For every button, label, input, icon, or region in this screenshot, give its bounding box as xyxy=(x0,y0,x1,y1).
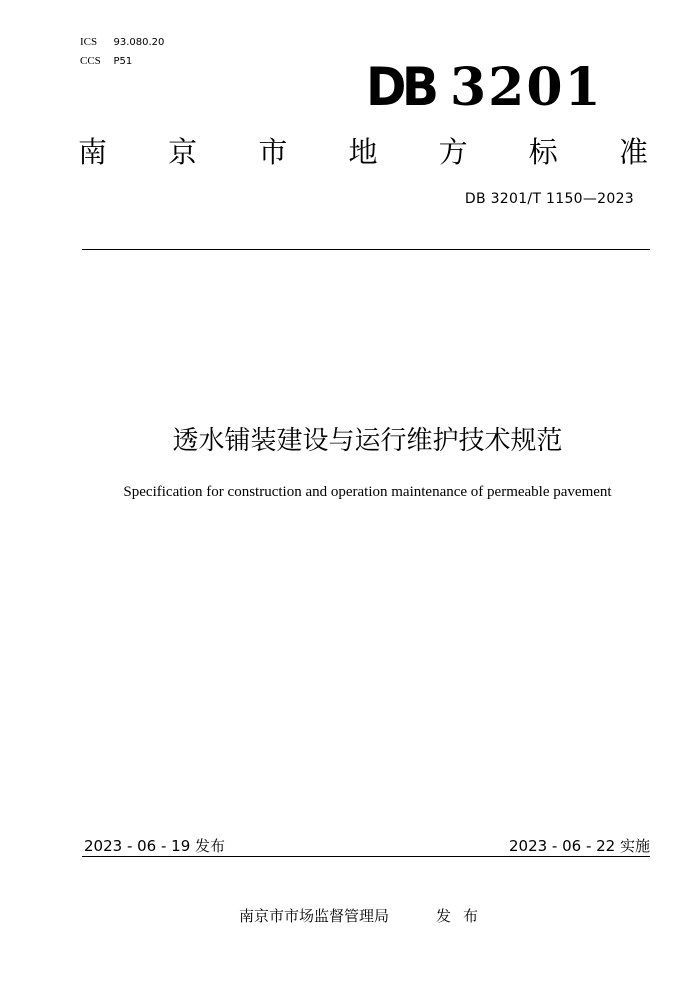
standard-type-char: 方 xyxy=(438,135,468,169)
ics-code: 93.080.20 xyxy=(113,37,165,48)
ccs-row xyxy=(80,52,164,71)
standard-type-char: 标 xyxy=(528,135,558,169)
classification-codes xyxy=(80,33,164,71)
ics-label: ICS xyxy=(80,36,98,48)
release-date: 2023 - 06 - 19 发布 xyxy=(84,837,226,855)
ics-row xyxy=(80,33,164,52)
standard-type-char: 南 xyxy=(78,135,108,169)
document-title-chinese: 透水铺装建设与运行维护技术规范 xyxy=(172,426,563,456)
standard-type-char: 京 xyxy=(168,135,198,169)
logo-prefix: DB xyxy=(366,57,435,118)
document-number: DB 3201/T 1150—2023 xyxy=(464,191,634,207)
issuing-authority: 南京市市场监督管理局 xyxy=(239,907,390,925)
bottom-divider xyxy=(82,856,650,857)
logo-number: 3201 xyxy=(450,57,603,118)
implementation-date: 2023 - 06 - 22 实施 xyxy=(508,837,650,855)
standard-type-char: 地 xyxy=(348,135,378,169)
issue-label: 发布 xyxy=(436,907,491,925)
document-title-english: Specification for construction and operation maintenance of permeable pavement xyxy=(123,484,612,500)
ccs-code: P51 xyxy=(113,56,133,67)
standard-type-char: 市 xyxy=(258,135,288,169)
top-divider xyxy=(82,249,650,250)
ccs-label: CCS xyxy=(80,55,101,67)
standard-type-heading xyxy=(78,132,648,172)
db-logo xyxy=(366,57,603,118)
standard-type-char: 准 xyxy=(618,135,648,169)
